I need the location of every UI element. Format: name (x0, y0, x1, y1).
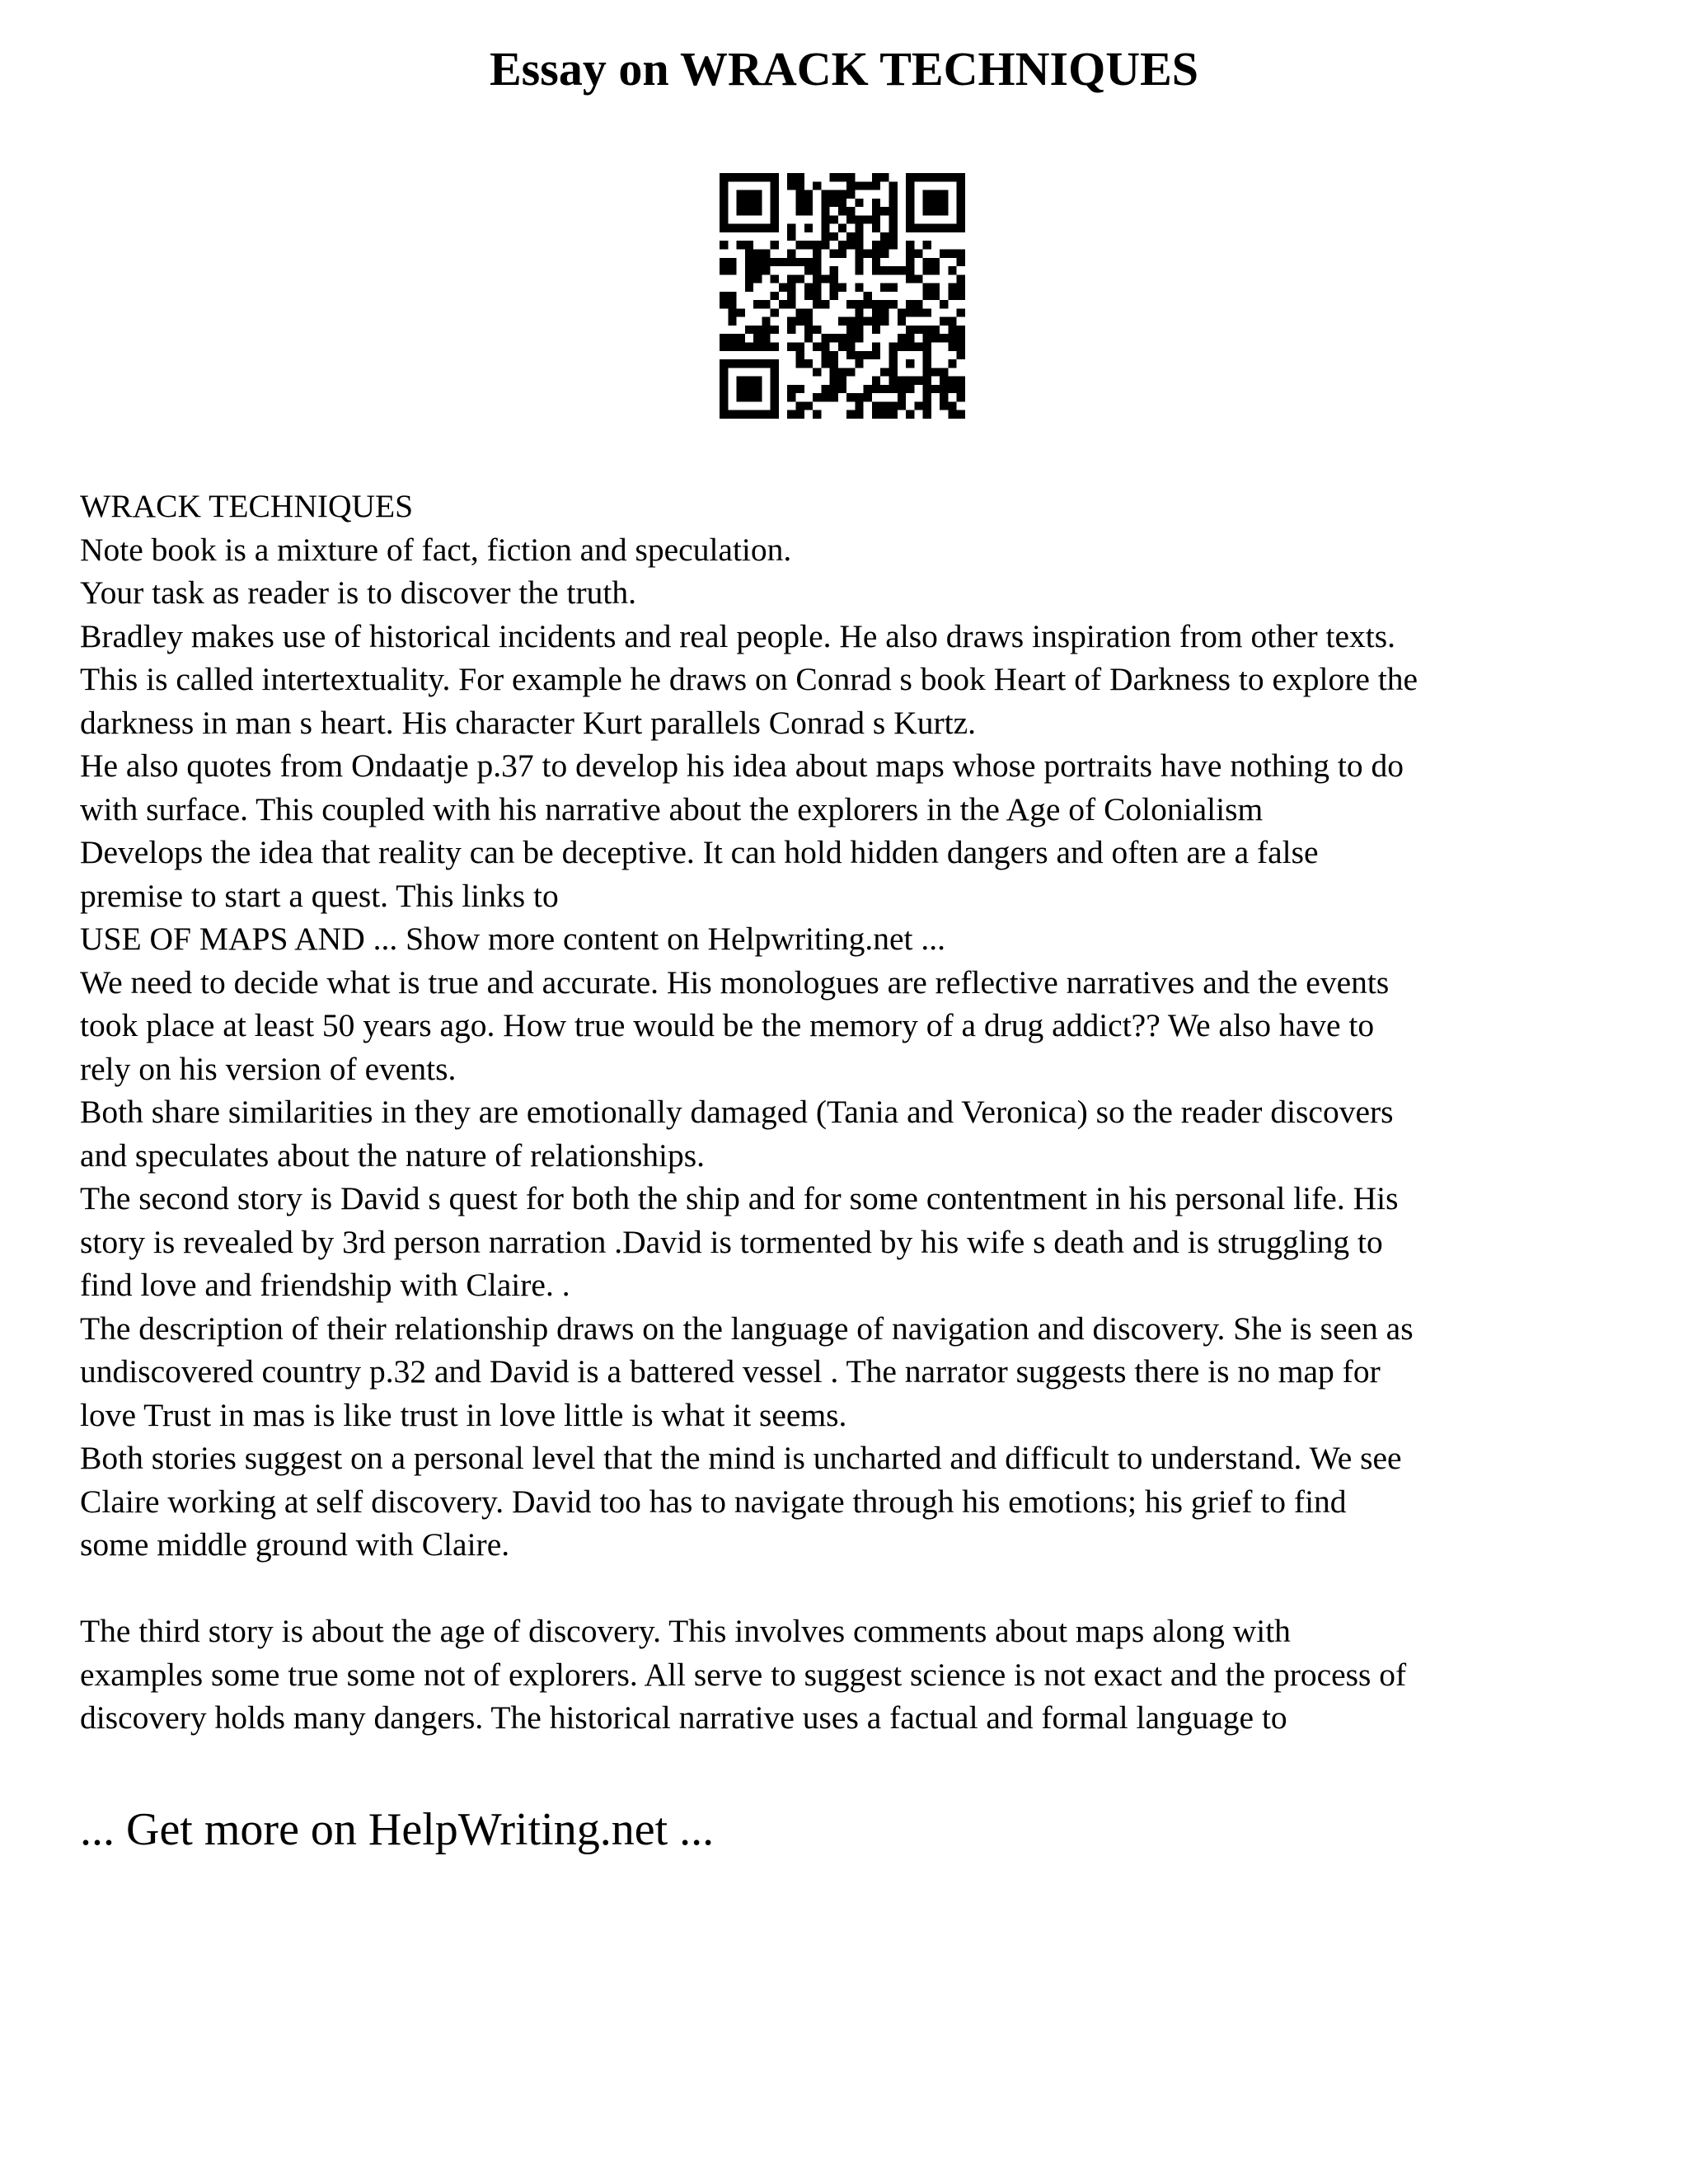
text-line: darkness in man s heart. His character Kurt parallels Conrad s Kurtz. (80, 704, 976, 741)
text-line: Bradley makes use of historical incidents and real people. He also draws inspiration from other texts. (80, 617, 1396, 654)
text-line: and speculates about the nature of relationships. (80, 1137, 705, 1174)
text-line: Your task as reader is to discover the truth. (80, 574, 637, 611)
text-line: examples some true some not of explorers. All serve to suggest science is not exact and the process of (80, 1656, 1407, 1693)
text-line: He also quotes from Ondaatje p.37 to develop his idea about maps whose portraits have nothing to do (80, 748, 1404, 784)
text-line: Both stories suggest on a personal level that the mind is uncharted and difficult to understand. We see (80, 1440, 1402, 1476)
text-line: Note book is a mixture of fact, fiction and speculation. (80, 531, 792, 568)
page-title: Essay on WRACK TECHNIQUES (489, 42, 1199, 96)
text-line: WRACK TECHNIQUES (80, 488, 414, 524)
paragraph-gap (80, 1567, 1629, 1610)
text-line: discovery holds many dangers. The historical narrative uses a factual and formal language to (80, 1699, 1287, 1736)
text-line: undiscovered country p.32 and David is a battered vessel . The narrator suggests there is no map for (80, 1353, 1381, 1390)
text-line: premise to start a quest. This links to (80, 877, 559, 914)
text-line: rely on his version of events. (80, 1050, 457, 1087)
qr-code-icon (720, 173, 965, 419)
text-line: find love and friendship with Claire. . (80, 1267, 570, 1303)
text-line: took place at least 50 years ago. How true would be the memory of a drug addict?? We also have to (80, 1007, 1375, 1043)
text-line: story is revealed by 3rd person narration .David is tormented by his wife s death and is struggling to (80, 1223, 1383, 1260)
text-line: Develops the idea that reality can be deceptive. It can hold hidden dangers and often are a false (80, 834, 1319, 870)
text-line: USE OF MAPS AND ... Show more content on Helpwriting.net ... (80, 921, 946, 957)
text-line: We need to decide what is true and accurate. His monologues are reflective narratives and the events (80, 963, 1390, 1001)
text-line: The second story is David s quest for both the ship and for some contentment in his personal life. His (80, 1180, 1399, 1216)
text-line: The description of their relationship draws on the language of navigation and discovery. She is seen as (80, 1310, 1414, 1347)
qr-code-graphic (720, 173, 965, 419)
text-line: some middle ground with Claire. (80, 1526, 510, 1563)
text-line: with surface. This coupled with his narrative about the explorers in the Age of Colonialism (80, 790, 1264, 827)
text-line: This is called intertextuality. For example he draws on Conrad s book Heart of Darkness to explore the (80, 661, 1418, 697)
text-line: love Trust in mas is like trust in love little is what it seems. (80, 1396, 847, 1433)
text-line: Both share similarities in they are emotionally damaged (Tania and Veronica) so the reader discovers (80, 1094, 1394, 1130)
get-more-link[interactable]: ... Get more on HelpWriting.net ... (80, 1804, 715, 1855)
essay-body (80, 485, 1629, 1740)
text-line: The third story is about the age of discovery. This involves comments about maps along with (80, 1613, 1291, 1649)
text-line: Claire working at self discovery. David too has to navigate through his emotions; his grief to find (80, 1483, 1347, 1520)
